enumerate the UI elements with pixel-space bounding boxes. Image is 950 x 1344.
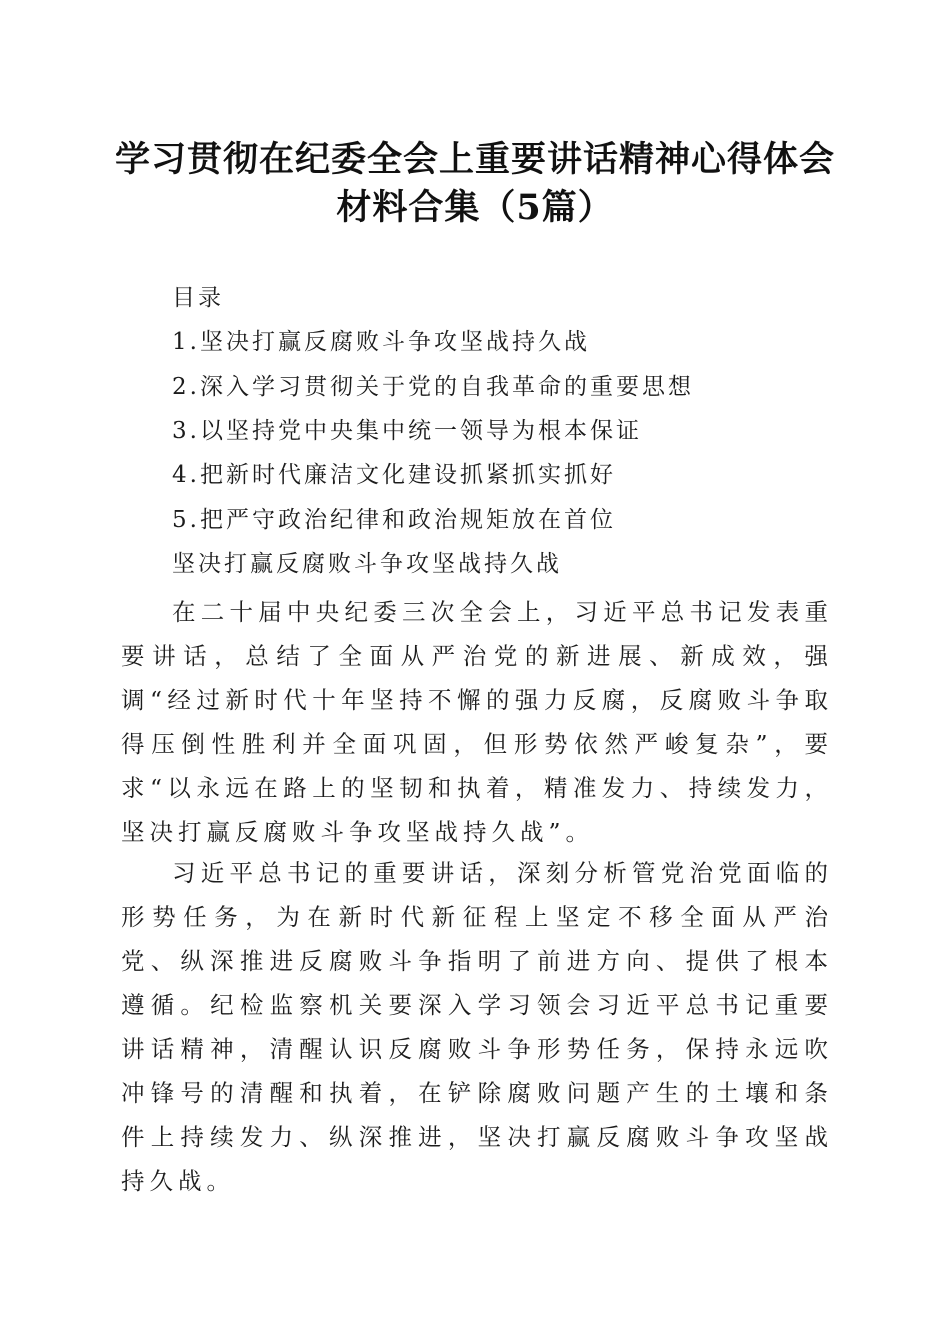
body-paragraph-2: 习近平总书记的重要讲话，深刻分析管党治党面临的形势任务，为在新时代新征程上坚定不移全面从严治党、纵深推进反腐败斗争指明了前进方向、提供了根本遵循。纪检监察机关要深入学习领会习近平总书记重要讲话精神，清醒认识反腐败斗争形势任务，保持永远吹冲锋号的清醒和执着，在铲除腐败问题产生的土壤和条件上持续发力、纵深推进，坚决打赢反腐败斗争攻坚战持久战。 xyxy=(121,859,833,1195)
toc-item-2: 2.深入学习贯彻关于党的自我革命的重要思想 xyxy=(172,374,694,400)
toc-heading: 目录 xyxy=(172,285,224,311)
toc-item-5: 5.把严守政治纪律和政治规矩放在首位 xyxy=(172,507,616,533)
document-title-line1: 学习贯彻在纪委全会上重要讲话精神心得体会 xyxy=(114,139,835,180)
toc-item-1: 1.坚决打赢反腐败斗争攻坚战持久战 xyxy=(172,329,590,355)
toc-item-4: 4.把新时代廉洁文化建设抓紧抓实抓好 xyxy=(172,462,616,488)
section-title: 坚决打赢反腐败斗争攻坚战持久战 xyxy=(172,551,562,577)
toc-item-3: 3.以坚持党中央集中统一领导为根本保证 xyxy=(172,418,642,444)
document-title-line2: 材料合集（5篇） xyxy=(336,187,614,228)
body-paragraph-1: 在二十届中央纪委三次全会上，习近平总书记发表重要讲话，总结了全面从严治党的新进展、新成效，强调“经过新时代十年坚持不懈的强力反腐，反腐败斗争取得压倒性胜利并全面巩固，但形势依然严峻复杂”，要求“以永远在路上的坚韧和执着，精准发力、持续发力，坚决打赢反腐败斗争攻坚战持久战”。 xyxy=(121,598,833,846)
